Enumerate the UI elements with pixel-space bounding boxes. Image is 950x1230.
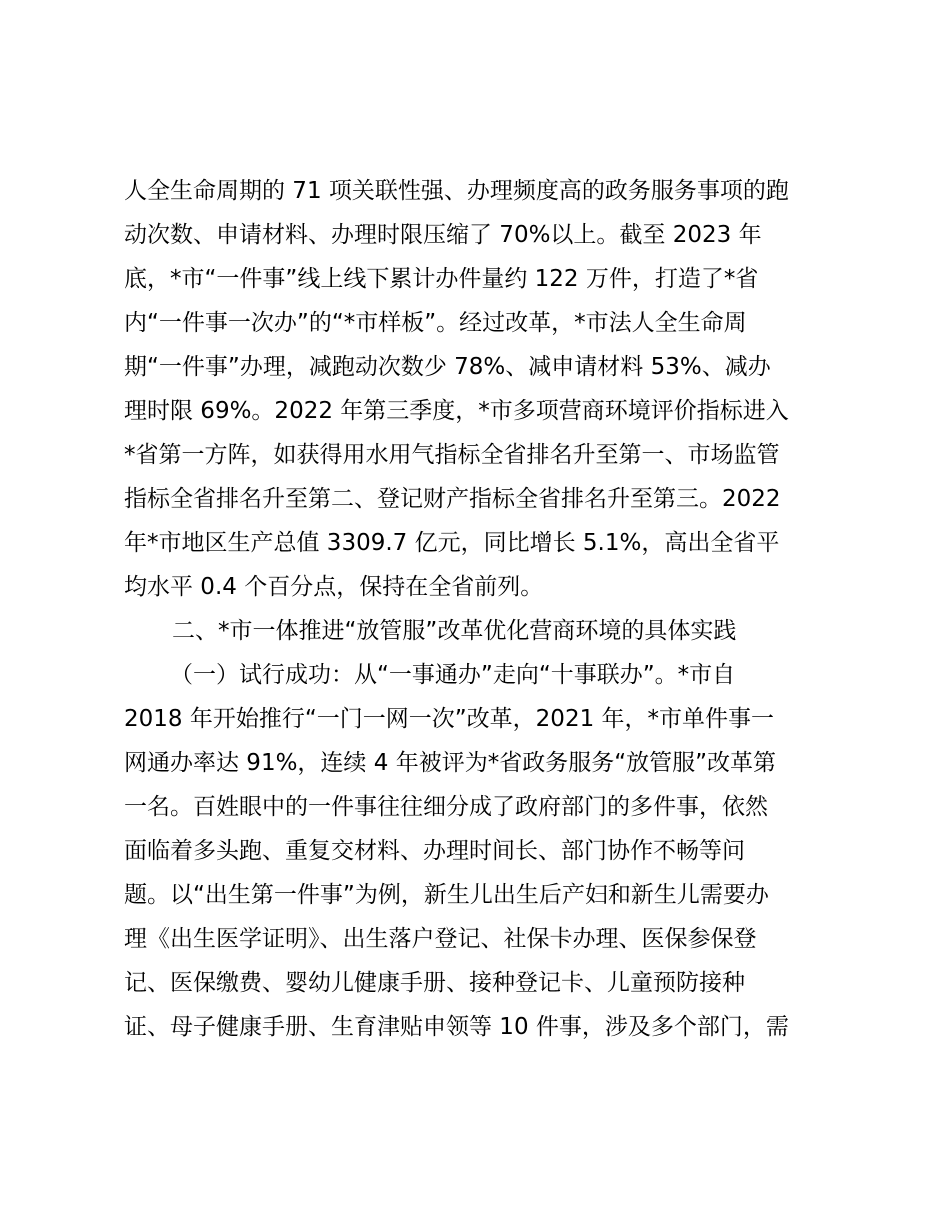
body-text-line: 记、医保缴费、婴幼儿健康手册、接种登记卡、儿童预防接种 xyxy=(124,970,745,996)
body-text-line: 一名。百姓眼中的一件事往往细分成了政府部门的多件事，依然 xyxy=(124,794,768,820)
body-text-line: 面临着多头跑、重复交材料、办理时间长、部门协作不畅等问 xyxy=(124,838,745,864)
section-heading: 二、*市一体推进“放管服”改革优化营商环境的具体实践 xyxy=(172,618,737,644)
body-text-line: 期“一件事”办理，减跑动次数少 78%、减申请材料 53%、减办 xyxy=(124,354,771,380)
body-text-line: 理时限 69%。2022 年第三季度，*市多项营商环境评价指标进入 xyxy=(124,398,789,424)
body-text-line: 内“一件事一次办”的“*市样板”。经过改革，*市法人全生命周 xyxy=(124,310,747,336)
body-text-line: 年*市地区生产总值 3309.7 亿元，同比增长 5.1%，高出全省平 xyxy=(124,530,780,556)
subsection-heading: （一）试行成功：从“一事通办”走向“十事联办”。*市自 xyxy=(170,662,736,688)
body-text-line: *省第一方阵，如获得用水用气指标全省排名升至第一、市场监管 xyxy=(124,442,780,468)
body-text-line: 均水平 0.4 个百分点，保持在全省前列。 xyxy=(124,574,544,600)
body-text-line: 网通办率达 91%，连续 4 年被评为*省政务服务“放管服”改革第 xyxy=(124,750,777,776)
body-text-line: 题。以“出生第一件事”为例，新生儿出生后产妇和新生儿需要办 xyxy=(124,882,769,908)
body-text-line: 人全生命周期的 71 项关联性强、办理频度高的政务服务事项的跑 xyxy=(124,178,789,204)
body-text-line: 底，*市“一件事”线上线下累计办件量约 122 万件，打造了*省 xyxy=(124,266,759,292)
body-text-line: 2018 年开始推行“一门一网一次”改革，2021 年，*市单件事一 xyxy=(124,706,775,732)
body-text-line: 指标全省排名升至第二、登记财产指标全省排名升至第三。2022 xyxy=(124,486,781,512)
body-text-line: 证、母子健康手册、生育津贴申领等 10 件事，涉及多个部门，需 xyxy=(124,1014,789,1040)
body-text-line: 理《出生医学证明》、出生落户登记、社保卡办理、医保参保登 xyxy=(124,926,757,952)
body-text-line: 动次数、申请材料、办理时限压缩了 70%以上。截至 2023 年 xyxy=(124,222,762,248)
